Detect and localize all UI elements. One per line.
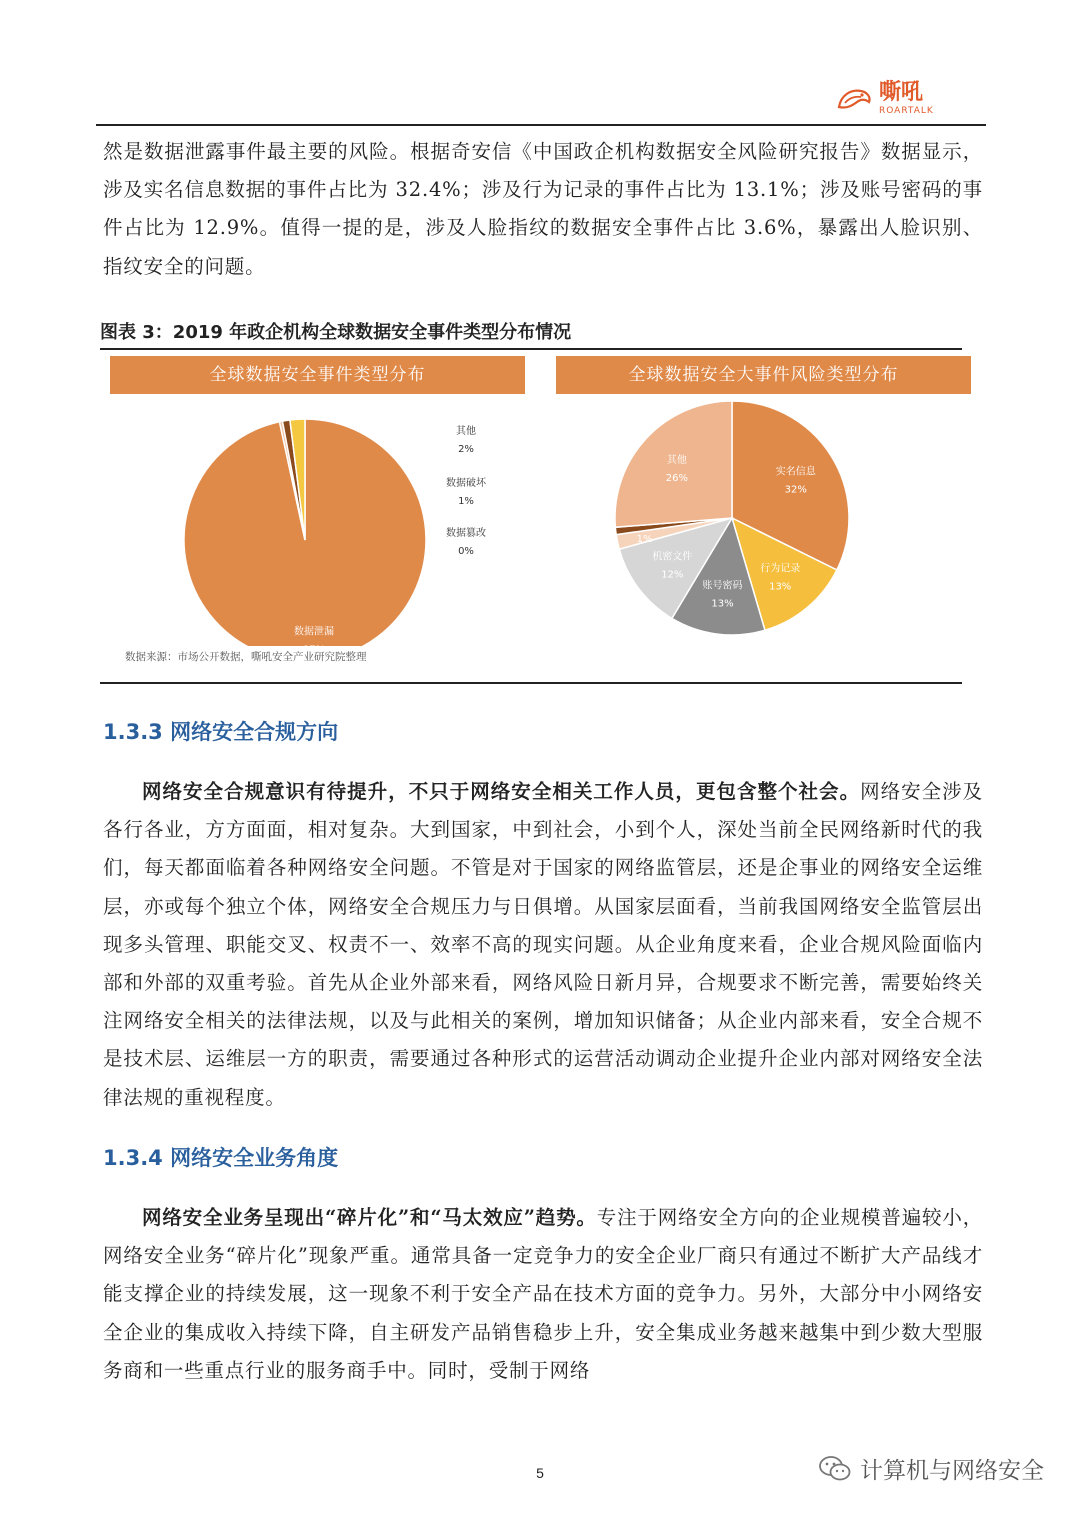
- logo-subtitle: ROARTALK: [879, 106, 934, 116]
- watermark-text: 计算机与网络安全: [860, 1458, 1044, 1484]
- pie-chart-risk-types: [615, 401, 849, 635]
- section-heading-133: 1.3.3 网络安全合规方向: [103, 720, 339, 744]
- slice-value-label: [303, 645, 325, 646]
- figure-source: 数据来源：市场公开数据，嘶吼安全产业研究院整理: [125, 651, 367, 663]
- wechat-icon: [818, 1454, 852, 1484]
- figure-bottom-rule: [100, 682, 962, 684]
- logo-name: 嘶吼: [879, 80, 924, 105]
- section-133-body: 网络安全涉及各行各业，方方面面，相对复杂。大到国家，中到社会，小到个人，深处当前全民网络新时代的我们，每天都面临着各种网络安全问题。不管是对于国家的网络监管层，还是企事业的网络安全运维层，亦或每个独立个体，网络安全合规压力与日俱增。从国家层面看，当前我国网络安全监管层出现多头管理、职能交叉、权责不一、效率不高的现实问题。从企业角度来看，企业合规风险面临内部和外部的双重考验。首先从企业外部来看，网络风险日新月异，合规要求不断完善，需要始终关注网络安全相关的法律法规，以及与此相关的案例，增加知识储备；从企业内部来看，安全合规不是技术层、运维层一方的职责，需要通过各种形式的运营活动调动企业提升企业内部对网络安全法律法规的重视程度。: [103, 780, 983, 1109]
- section-133-paragraph: [103, 773, 983, 1117]
- slice-value-label: 1%: [458, 496, 474, 507]
- chart-right-title: 全球数据安全大事件风险类型分布: [556, 356, 971, 394]
- slice-value-label: 1%: [636, 533, 653, 545]
- slice-label: 数据泄漏: [294, 626, 335, 638]
- slice-label: 数据篡改: [446, 528, 486, 539]
- section-heading-134: 1.3.4 网络安全业务角度: [103, 1146, 339, 1170]
- slice-label: 数据破坏: [446, 478, 486, 489]
- slice-value-label: 13%: [711, 598, 734, 610]
- slice-value-label: 26%: [665, 473, 689, 485]
- section-133-lead: 网络安全合规意识有待提升，不只于网络安全相关工作人员，更包含整个社会。: [142, 780, 861, 803]
- page-number: 5: [536, 1465, 544, 1481]
- header-logo: [835, 82, 934, 116]
- intro-paragraph: [103, 133, 983, 286]
- chart-area: [110, 396, 972, 646]
- chart-left-title: 全球数据安全事件类型分布: [110, 356, 525, 394]
- slice-label: 行为记录: [760, 563, 801, 575]
- intro-text: 然是数据泄露事件最主要的风险。根据奇安信《中国政企机构数据安全风险研究报告》数据显示，涉及实名信息数据的事件占比为 32.4%；涉及行为记录的事件占比为 13.1%；涉及账号密码的事件占比为 12.9%。值得一提的是，涉及人脸指纹的数据安全事件占比 3.6%，暴露出人脸识别、指纹安全的问题。: [103, 140, 983, 278]
- figure-top-rule: [100, 348, 962, 350]
- roar-lion-icon: [835, 85, 873, 113]
- slice-value-label: 2%: [458, 444, 474, 455]
- slice-value-label: 32%: [784, 484, 807, 496]
- figure-title: 图表 3：2019 年政企机构全球数据安全事件类型分布情况: [100, 322, 572, 343]
- slice-label: 实名信息: [775, 466, 816, 478]
- slice-value-label: 13%: [769, 581, 792, 593]
- slice-label: 机密文件: [652, 551, 693, 563]
- section-134-paragraph: [103, 1199, 983, 1390]
- slice-label: 账号密码: [702, 580, 743, 592]
- pie-chart-event-types: [184, 419, 487, 646]
- slice-label: 其他: [666, 455, 687, 467]
- section-134-lead: 网络安全业务呈现出“碎片化”和“马太效应”趋势。: [142, 1206, 597, 1229]
- slice-value-label: 12%: [661, 569, 684, 581]
- header-rule: [96, 124, 986, 126]
- section-134-body: 专注于网络安全方向的企业规模普遍较小，网络安全业务“碎片化”现象严重。通常具备一定竞争力的安全企业厂商只有通过不断扩大产品线才能支撑企业的持续发展，这一现象不利于安全产品在技术方面的竞争力。另外，大部分中小网络安全企业的集成收入持续下降，自主研发产品销售稳步上升，安全集成业务越来越集中到少数大型服务商和一些重点行业的服务商手中。同时，受制于网络: [103, 1206, 983, 1382]
- slice-value-label: 0%: [458, 546, 474, 557]
- slice-label: 其他: [456, 426, 476, 437]
- wechat-watermark: [818, 1452, 1044, 1485]
